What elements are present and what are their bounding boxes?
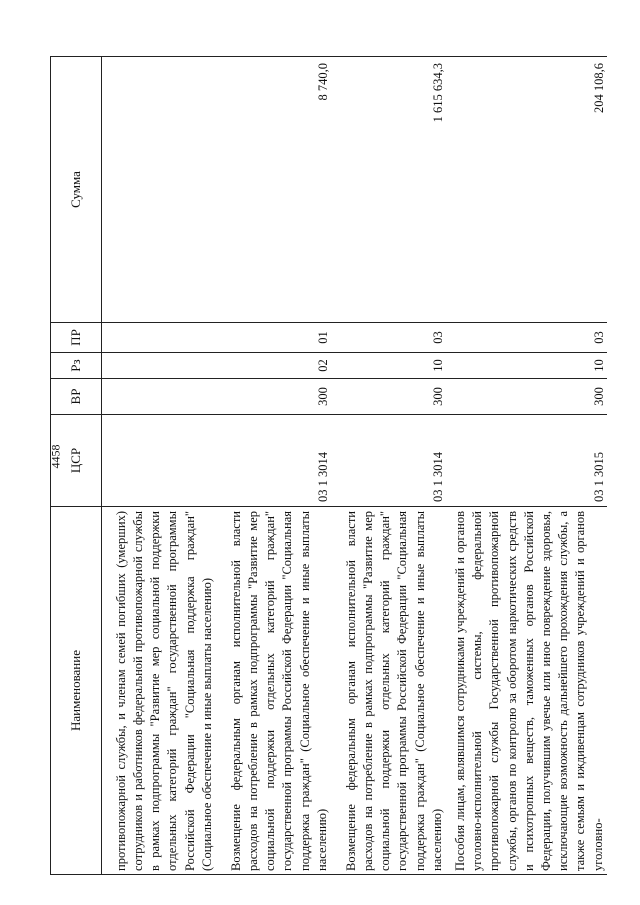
header-pr: ПР [51, 323, 102, 353]
row-rz: 02 [219, 353, 334, 379]
row-sum: 8 740,0 [219, 57, 334, 323]
row-pr: 03 [334, 323, 449, 353]
row-name: Пособия лицам, являвшимся сотрудниками учреждений и органов уголовно-исполнительной системы, федеральной противопожарной службы Государственной противопожарной службы, органов по контролю за оборотом наркотических средств и психотропных веществ, таможенных органов Российской Федерации, получившим увечье или иное повреждение здоровья, исключающие возможность дальнейшего прохождения службы, а также семьям и иждивенцам сотрудников учреждений и органов уголовно- [449, 507, 607, 875]
table-row [219, 57, 334, 875]
row-sum: 204 108,6 [449, 57, 607, 323]
row-vr: 300 [219, 379, 334, 415]
header-rz: Рз [51, 353, 102, 379]
row-csr: 03 1 3014 [219, 415, 334, 507]
row-vr [102, 379, 220, 415]
table-row [449, 57, 607, 875]
table-row [102, 57, 220, 875]
row-name: Возмещение федеральным органам исполнительной власти расходов на потребление в рамках подпрограммы "Развитие мер социальной поддержки отдельных категорий граждан" государственной программы Российской Федерации "Социальная поддержка граждан" (Социальное обеспечение и иные выплаты населению) [334, 507, 449, 875]
rotated-page-content [50, 55, 606, 875]
table-header-row [51, 57, 102, 875]
budget-table [50, 56, 607, 875]
row-csr: 03 1 3015 [449, 415, 607, 507]
row-vr: 300 [449, 379, 607, 415]
header-vr: ВР [51, 379, 102, 415]
row-csr [102, 415, 220, 507]
row-rz: 10 [449, 353, 607, 379]
row-name: противопожарной службы, и членам семей погибших (умерших) сотрудников и работников федеральной противопожарной службы в рамках подпрограммы "Развитие мер социальной поддержки отдельных категорий граждан" государственной программы Российской Федерации "Социальная поддержка граждан" (Социальное обеспечение и иные выплаты населению) [102, 507, 220, 875]
table-row [334, 57, 449, 875]
row-rz [102, 353, 220, 379]
row-vr: 300 [334, 379, 449, 415]
page-number: 4458 [48, 444, 63, 469]
row-sum [102, 57, 220, 323]
header-name: Наименование [51, 507, 102, 875]
row-name: Возмещение федеральным органам исполнительной власти расходов на потребление в рамках подпрограммы "Развитие мер социальной поддержки отдельных категорий граждан" государственной программы Российской Федерации "Социальная поддержка граждан" (Социальное обеспечение и иные выплаты населению) [219, 507, 334, 875]
header-csr: ЦСР [51, 415, 102, 507]
row-csr: 03 1 3014 [334, 415, 449, 507]
row-sum: 1 615 634,3 [334, 57, 449, 323]
row-pr: 01 [219, 323, 334, 353]
row-pr: 03 [449, 323, 607, 353]
row-rz: 10 [334, 353, 449, 379]
row-pr [102, 323, 220, 353]
header-sum: Сумма [51, 57, 102, 323]
